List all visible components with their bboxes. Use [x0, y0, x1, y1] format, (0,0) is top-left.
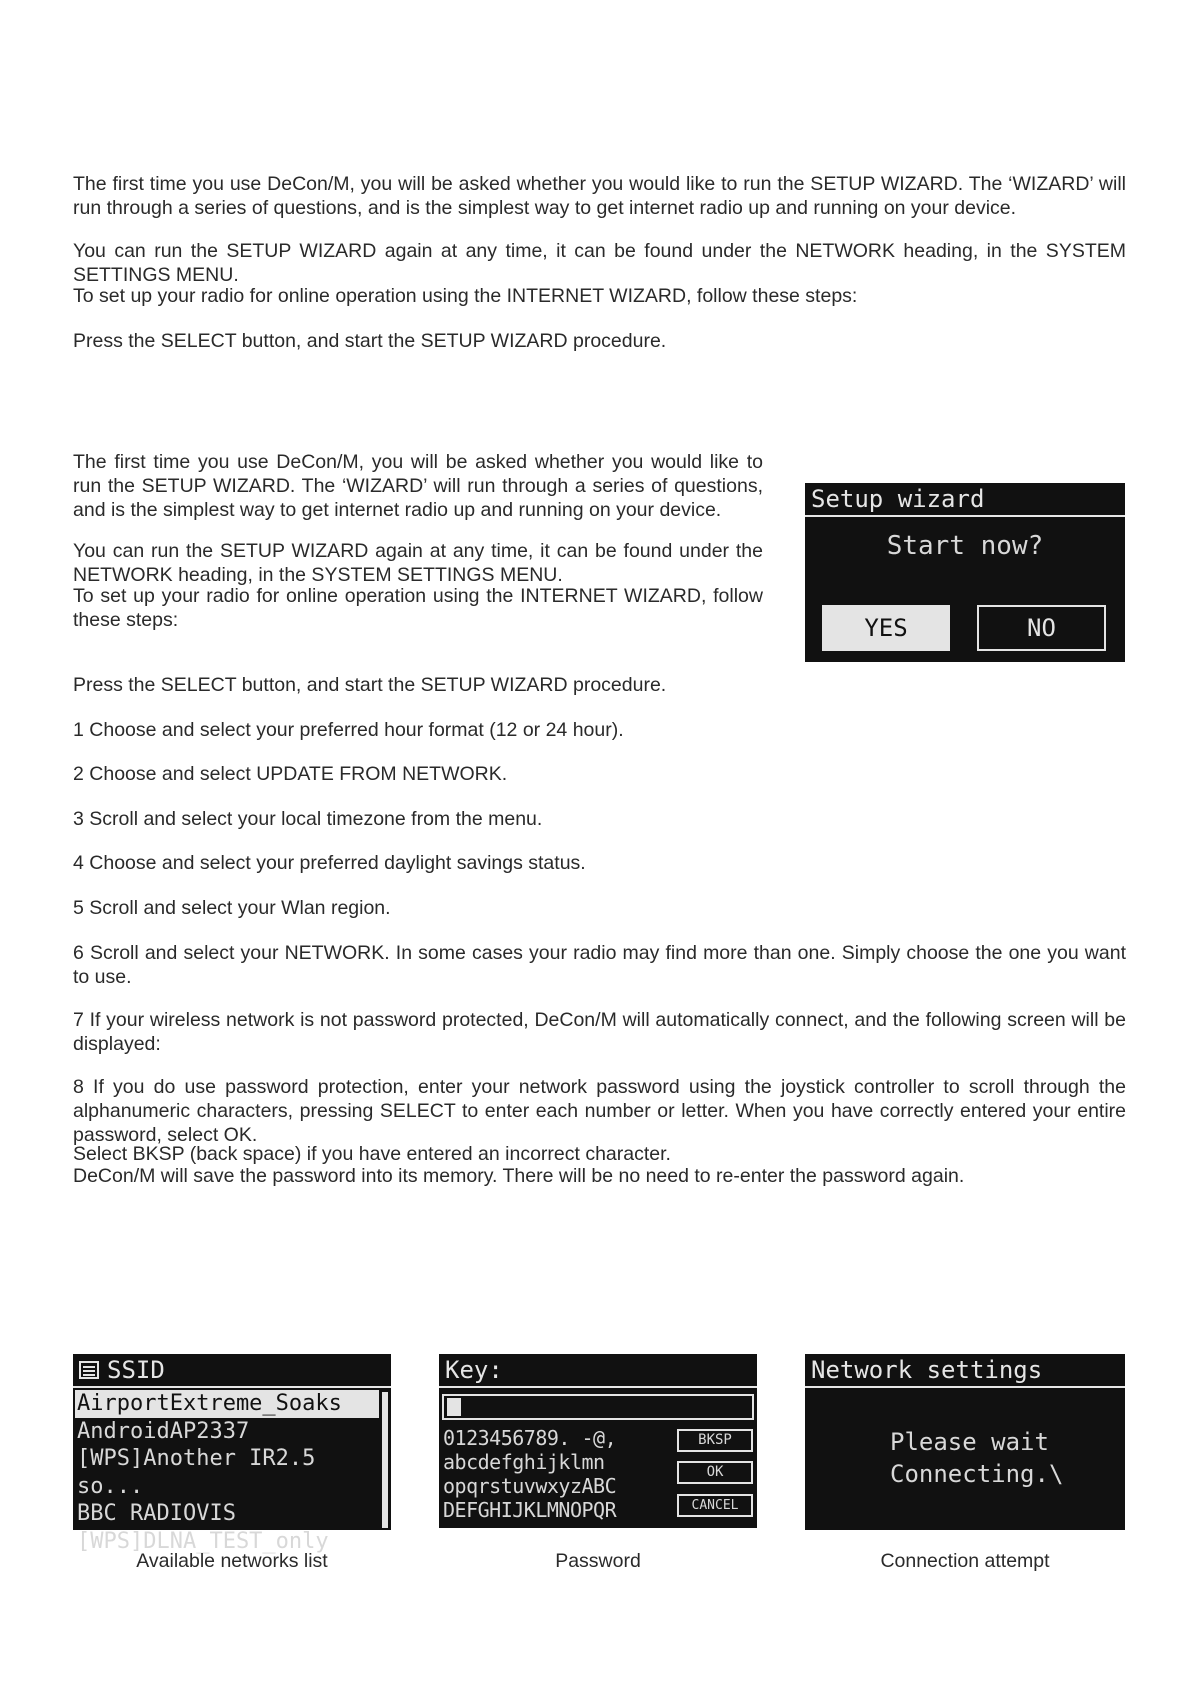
- char-row[interactable]: DEFGHIJKLMNOPQR: [443, 1498, 617, 1522]
- network-settings-title: Network settings: [805, 1354, 1125, 1388]
- yes-button[interactable]: YES: [822, 605, 950, 651]
- connection-caption: Connection attempt: [880, 1550, 1050, 1572]
- network-item[interactable]: AirportExtreme_Soaks: [75, 1390, 379, 1418]
- intro-paragraph-2: The first time you use DeCon/M, you will be asked whether you would like to run the SETUP WIZARD. The ‘WIZARD’ will run through a series of questions, and is the simplest way to get internet radio up and running on your device.: [73, 451, 763, 521]
- please-wait-text: Please wait: [890, 1428, 1049, 1456]
- setup-wizard-screen: [805, 483, 1125, 662]
- password-caption: Password: [555, 1550, 641, 1572]
- ssid-screen: [73, 1354, 391, 1554]
- ssid-caption: Available networks list: [136, 1550, 328, 1572]
- no-button[interactable]: NO: [977, 605, 1106, 651]
- press-select-paragraph: Press the SELECT button, and start the SETUP WIZARD procedure.: [73, 330, 667, 352]
- ssid-title: SSID: [107, 1356, 165, 1384]
- network-item[interactable]: [WPS]Another IR2.5 so...: [77, 1446, 316, 1499]
- network-item[interactable]: BBC RADIOVIS: [77, 1501, 236, 1526]
- text-cursor: [447, 1398, 461, 1416]
- key-title: Key:: [439, 1354, 757, 1388]
- connection-screen: [805, 1354, 1125, 1530]
- network-item[interactable]: [WPS]DLNA_TEST_only: [77, 1528, 329, 1554]
- rerun-paragraph: You can run the SETUP WIZARD again at any time, it can be found under the NETWORK heading, in the SYSTEM SETTINGS MENU.: [73, 240, 1126, 286]
- rerun-paragraph-2: You can run the SETUP WIZARD again at any time, it can be found under the NETWORK heading, in the SYSTEM SETTINGS MENU.: [73, 540, 763, 586]
- memory-note: DeCon/M will save the password into its memory. There will be no need to re-enter the password again.: [73, 1165, 965, 1187]
- step-4: 4 Choose and select your preferred daylight savings status.: [73, 852, 586, 874]
- step-2: 2 Choose and select UPDATE FROM NETWORK.: [73, 763, 508, 785]
- network-item[interactable]: AndroidAP2337: [77, 1418, 250, 1444]
- step-7: 7 If your wireless network is not password protected, DeCon/M will automatically connect, and the following screen will be displayed:: [73, 1009, 1126, 1055]
- char-row[interactable]: 0123456789. -@,: [443, 1426, 617, 1450]
- step-8: 8 If you do use password protection, enter your network password using the joystick controller to scroll through the alphanumeric characters, pressing SELECT to enter each number or letter. When you have correctly entered your entire password, select OK.: [73, 1076, 1126, 1146]
- char-row[interactable]: opqrstuvwxyzABC: [443, 1474, 617, 1498]
- list-icon: [79, 1361, 99, 1379]
- wizard-title: Setup wizard: [805, 483, 1125, 517]
- scrollbar[interactable]: [382, 1392, 388, 1528]
- ok-button[interactable]: OK: [677, 1461, 753, 1484]
- password-screen: [439, 1354, 757, 1528]
- intro-paragraph: The first time you use DeCon/M, you will be asked whether you would like to run the SETUP WIZARD. The ‘WIZARD’ will run through a series of questions, and is the simplest way to get internet radio up and running on your device.: [73, 173, 1126, 219]
- step-3: 3 Scroll and select your local timezone from the menu.: [73, 808, 543, 830]
- step-6: 6 Scroll and select your NETWORK. In some cases your radio may find more than one. Simply choose the one you want to use.: [73, 942, 1126, 988]
- setup-paragraph: To set up your radio for online operation using the INTERNET WIZARD, follow these steps:: [73, 285, 858, 307]
- char-row[interactable]: abcdefghijklmn: [443, 1450, 605, 1474]
- cancel-button[interactable]: CANCEL: [677, 1494, 753, 1517]
- connecting-text: Connecting.\: [890, 1460, 1064, 1488]
- step-5: 5 Scroll and select your Wlan region.: [73, 897, 391, 919]
- setup-paragraph-2: To set up your radio for online operation using the INTERNET WIZARD, follow these steps:: [73, 585, 763, 631]
- bksp-note: Select BKSP (back space) if you have entered an incorrect character.: [73, 1143, 671, 1165]
- network-list: [75, 1390, 379, 1555]
- bksp-button[interactable]: BKSP: [677, 1429, 753, 1452]
- character-grid[interactable]: [443, 1426, 675, 1522]
- password-input[interactable]: [442, 1394, 754, 1420]
- step-1: 1 Choose and select your preferred hour format (12 or 24 hour).: [73, 719, 624, 741]
- press-select-paragraph-2: Press the SELECT button, and start the SETUP WIZARD procedure.: [73, 674, 667, 696]
- wizard-question: Start now?: [886, 531, 1044, 561]
